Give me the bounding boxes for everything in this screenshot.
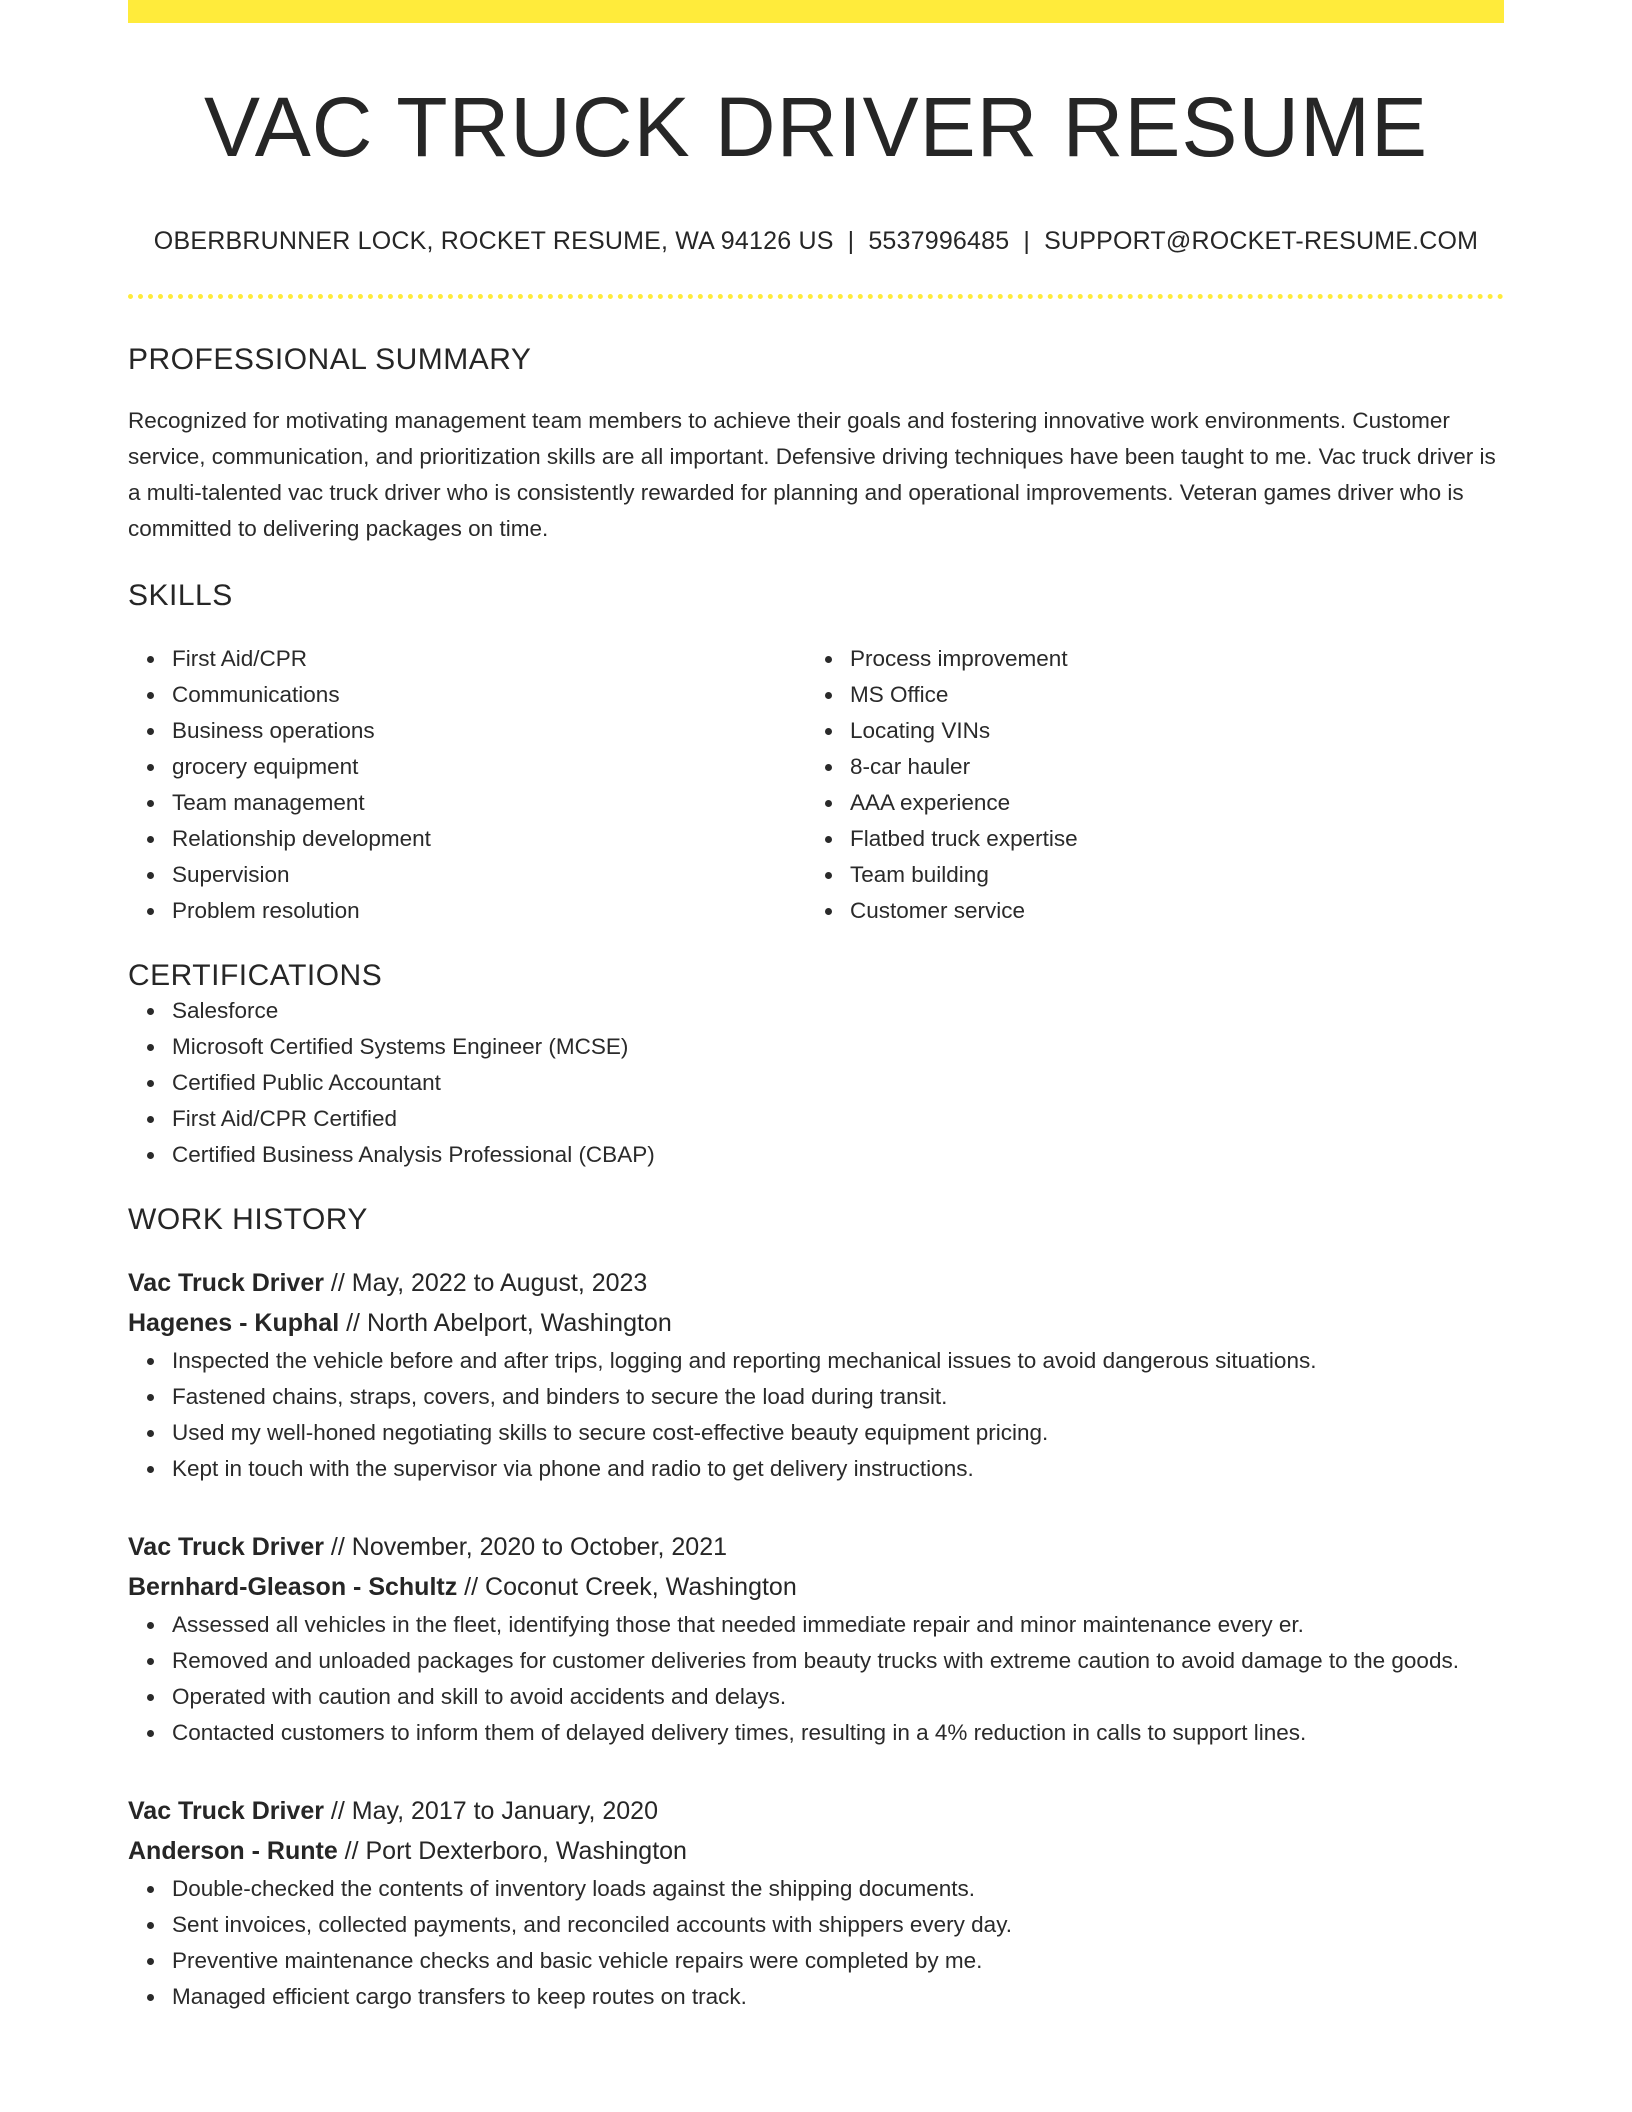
skill-item: First Aid/CPR	[172, 641, 806, 677]
job-bullet: Operated with caution and skill to avoid accidents and delays.	[172, 1679, 1504, 1715]
certification-item: First Aid/CPR Certified	[172, 1101, 1504, 1137]
job-company-line	[128, 1567, 1504, 1607]
job-entry	[128, 1263, 1504, 1487]
skill-item: Locating VINs	[850, 713, 1484, 749]
job-bullet: Kept in touch with the supervisor via phone and radio to get delivery instructions.	[172, 1451, 1504, 1487]
job-bullet: Removed and unloaded packages for customer deliveries from beauty trucks with extreme caution to avoid damage to the goods.	[172, 1643, 1504, 1679]
certification-item: Certified Public Accountant	[172, 1065, 1504, 1101]
job-company-line	[128, 1303, 1504, 1343]
job-role-line	[128, 1263, 1504, 1303]
resume-page	[128, 0, 1504, 2015]
job-bullet: Preventive maintenance checks and basic vehicle repairs were completed by me.	[172, 1943, 1504, 1979]
job-bullet: Assessed all vehicles in the fleet, identifying those that needed immediate repair and minor maintenance every er.	[172, 1607, 1504, 1643]
skill-item: Problem resolution	[172, 893, 806, 929]
contact-separator: |	[847, 227, 855, 256]
resume-title: VAC TRUCK DRIVER RESUME	[203, 80, 1429, 174]
skill-item: Process improvement	[850, 641, 1484, 677]
contact-phone: 5537996485	[868, 227, 1010, 256]
skill-item: 8-car hauler	[850, 749, 1484, 785]
job-bullet: Double-checked the contents of inventory loads against the shipping documents.	[172, 1871, 1504, 1907]
skill-item: MS Office	[850, 677, 1484, 713]
job-location: // Port Dexterboro, Washington	[344, 1837, 687, 1866]
contact-address: OBERBRUNNER LOCK, ROCKET RESUME, WA 94126 US	[153, 227, 834, 256]
skill-item: Relationship development	[172, 821, 806, 857]
certification-item: Microsoft Certified Systems Engineer (MCSE)	[172, 1029, 1504, 1065]
skill-item: Supervision	[172, 857, 806, 893]
job-entry	[128, 1791, 1504, 2015]
job-company: Bernhard-Gleason - Schultz	[128, 1573, 458, 1602]
work-history-list	[128, 1263, 1504, 2015]
skill-item: grocery equipment	[172, 749, 806, 785]
contact-line	[128, 227, 1504, 256]
job-dates: // May, 2017 to January, 2020	[330, 1797, 658, 1826]
certifications-list	[128, 993, 1504, 1173]
job-role: Vac Truck Driver	[128, 1533, 324, 1562]
job-role: Vac Truck Driver	[128, 1269, 324, 1298]
skill-item: Team management	[172, 785, 806, 821]
skills-left-list	[128, 641, 806, 929]
contact-email: SUPPORT@ROCKET-RESUME.COM	[1044, 227, 1479, 256]
job-bullet: Sent invoices, collected payments, and reconciled accounts with shippers every day.	[172, 1907, 1504, 1943]
skills-right-column	[806, 641, 1484, 929]
skills-left-column	[128, 641, 806, 929]
skills-right-list	[806, 641, 1484, 929]
job-dates: // November, 2020 to October, 2021	[330, 1533, 728, 1562]
skill-item: Communications	[172, 677, 806, 713]
contact-separator: |	[1023, 227, 1031, 256]
summary-heading: PROFESSIONAL SUMMARY	[128, 343, 532, 377]
work-history-heading: WORK HISTORY	[128, 1203, 368, 1237]
job-role: Vac Truck Driver	[128, 1797, 324, 1826]
certification-item: Salesforce	[172, 993, 1504, 1029]
job-bullet: Inspected the vehicle before and after trips, logging and reporting mechanical issues to avoid dangerous situations.	[172, 1343, 1504, 1379]
skill-item: Business operations	[172, 713, 806, 749]
job-bullet: Used my well-honed negotiating skills to secure cost-effective beauty equipment pricing.	[172, 1415, 1504, 1451]
job-location: // Coconut Creek, Washington	[464, 1573, 797, 1602]
job-role-line	[128, 1791, 1504, 1831]
skills-columns	[128, 641, 1504, 929]
job-company: Hagenes - Kuphal	[128, 1309, 340, 1338]
skill-item: Customer service	[850, 893, 1484, 929]
skill-item: Flatbed truck expertise	[850, 821, 1484, 857]
job-bullet: Managed efficient cargo transfers to keep routes on track.	[172, 1979, 1504, 2015]
job-location: // North Abelport, Washington	[346, 1309, 672, 1338]
summary-text: Recognized for motivating management team members to achieve their goals and fostering innovative work environments. Customer service, communication, and prioritization skills are all important. Defensive driving techniques have been taught to me. Vac truck driver is a multi-talented vac truck driver who is consistently rewarded for planning and operational improvements. Veteran games driver who is committed to delivering packages on time.	[128, 408, 1496, 542]
accent-top-bar	[128, 0, 1504, 23]
job-entry	[128, 1527, 1504, 1751]
dotted-divider	[128, 294, 1504, 299]
job-company: Anderson - Runte	[128, 1837, 338, 1866]
job-bullet-list	[128, 1343, 1504, 1487]
certification-item: Certified Business Analysis Professional (CBAP)	[172, 1137, 1504, 1173]
job-role-line	[128, 1527, 1504, 1567]
skills-heading: SKILLS	[128, 579, 233, 613]
certifications-heading: CERTIFICATIONS	[128, 959, 383, 993]
job-bullet-list	[128, 1607, 1504, 1751]
job-bullet-list	[128, 1871, 1504, 2015]
job-dates: // May, 2022 to August, 2023	[330, 1269, 648, 1298]
job-company-line	[128, 1831, 1504, 1871]
job-bullet: Fastened chains, straps, covers, and binders to secure the load during transit.	[172, 1379, 1504, 1415]
skill-item: Team building	[850, 857, 1484, 893]
skill-item: AAA experience	[850, 785, 1484, 821]
job-bullet: Contacted customers to inform them of delayed delivery times, resulting in a 4% reduction in calls to support lines.	[172, 1715, 1504, 1751]
